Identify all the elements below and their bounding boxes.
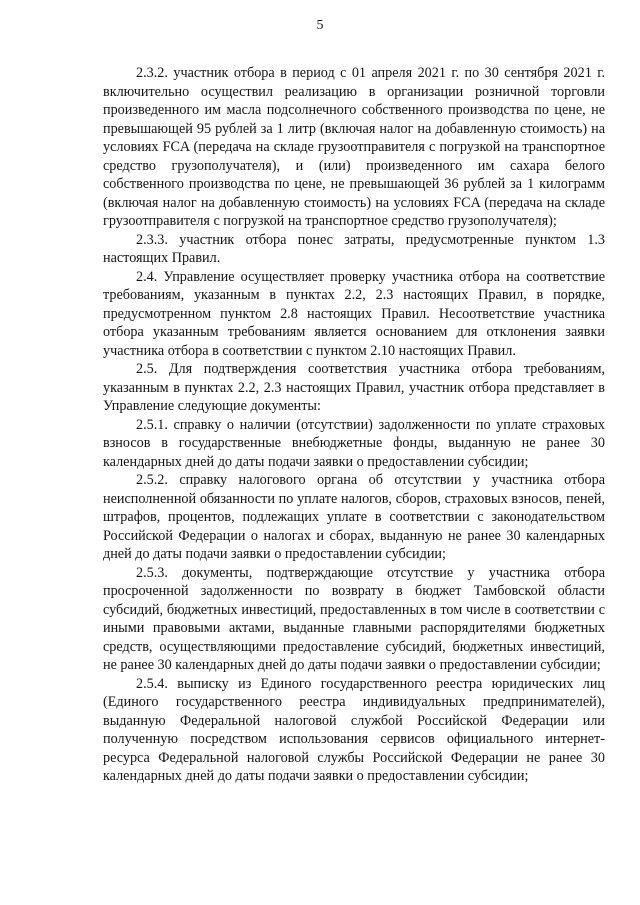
page-number: 5 [316,18,324,33]
paragraph-2-5-1: 2.5.1. справку о наличии (отсутствии) задолженности по уплате страховых взносов в государственные внебюджетные фонды, выданную не ранее 30 календарных дней до даты подачи заявки о предоставлении субсидии; [103,416,605,470]
document-body [103,64,605,786]
paragraph-2-3-2: 2.3.2. участник отбора в период с 01 апреля 2021 г. по 30 сентября 2021 г. включительно осуществил реализацию в организации розничной торговли произведенного им масла подсолнечного собственного производства по цене, не превышающей 95 рублей за 1 литр (включая налог на добавленную стоимость) на условиях FCA (передача на складе грузоотправителя с погрузкой на транспортное средство грузополучателя), и (или) произведенного им сахара белого собственного производства по цене, не превышающей 36 рублей за 1 килограмм (включая налог на добавленную стоимость) на условиях FCA (передача на складе грузоотправителя с погрузкой на транспортное средство грузополучателя); [103,65,605,229]
paragraph-2-5: 2.5. Для подтверждения соответствия участника отбора требованиям, указанным в пунктах 2.2, 2.3 настоящих Правил, участник отбора представляет в Управление следующие документы: [103,361,605,414]
paragraph-2-5-4: 2.5.4. выписку из Единого государственного реестра юридических лиц (Единого государственного реестра индивидуальных предпринимателей), выданную Федеральной налоговой службой Российской Федерации или полученную посредством использования сервисов официального интернет-ресурса Федеральной налоговой службы Российской Федерации не ранее 30 календарных дней до даты подачи заявки о предоставлении субсидии; [103,675,605,784]
paragraph-2-5-3: 2.5.3. документы, подтверждающие отсутствие у участника отбора просроченной задолженности по возврату в бюджет Тамбовской области субсидий, бюджетных инвестиций, предоставленных в том числе в соответствии с иными правовыми актами, выданные главными распорядителями бюджетных средств, осуществляющими предоставление субсидий, бюджетных инвестиций, не ранее 30 календарных дней до даты подачи заявки о предоставлении субсидии; [103,564,605,673]
paragraph-2-4: 2.4. Управление осуществляет проверку участника отбора на соответствие требованиям, указанным в пунктах 2.2, 2.3 настоящих Правил, в порядке, предусмотренном пунктом 2.8 настоящих Правил. Несоответствие участника отбора указанным требованиям является основанием для отклонения заявки участника отбора в соответствии с пунктом 2.10 настоящих Правил. [103,268,605,359]
paragraph-2-5-2: 2.5.2. справку налогового органа об отсутствии у участника отбора неисполненной обязанности по уплате налогов, сборов, страховых взносов, пеней, штрафов, процентов, подлежащих уплате в соответствии с законодательством Российской Федерации о налогах и сборах, выданную не ранее 30 календарных дней до даты подачи заявки о предоставлении субсидии; [103,472,605,562]
paragraph-2-3-3: 2.3.3. участник отбора понес затраты, предусмотренные пунктом 1.3 настоящих Правил. [103,231,605,266]
